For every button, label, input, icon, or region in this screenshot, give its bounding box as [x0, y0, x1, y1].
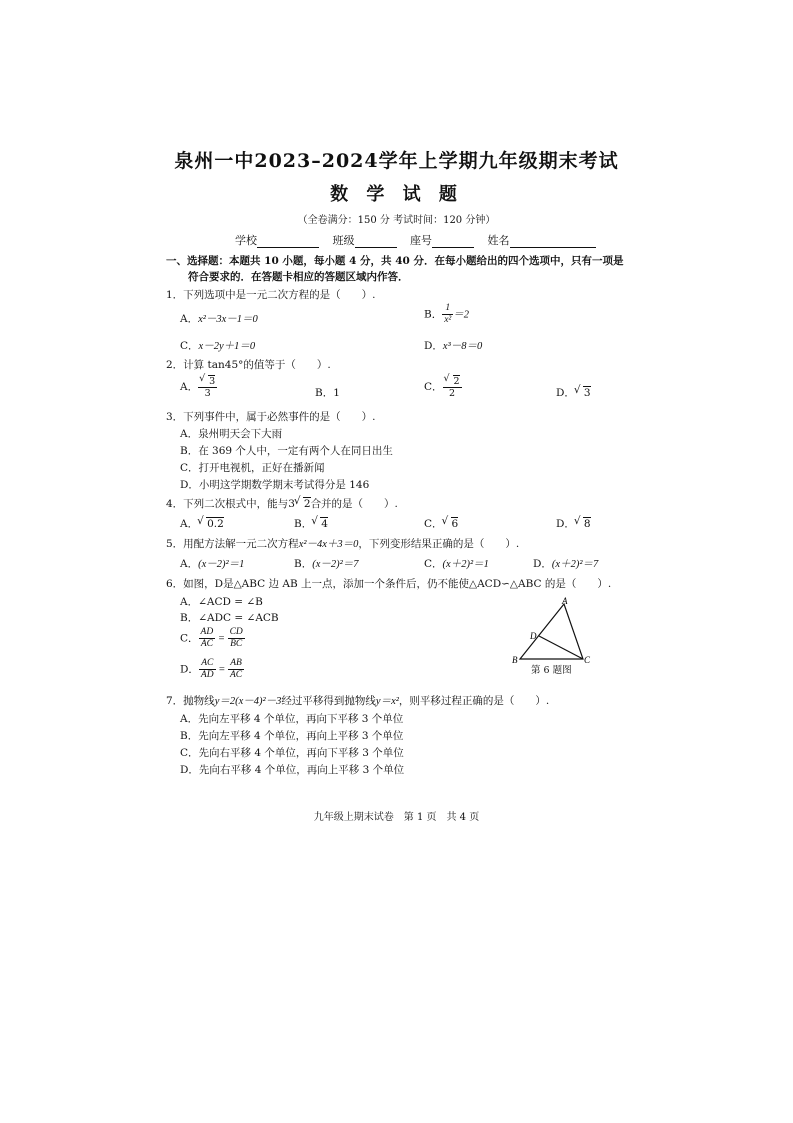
q5-stem: [166, 536, 519, 551]
q2-option-b: B．1: [315, 387, 340, 399]
q1-a-label: A．: [180, 313, 199, 325]
q2-d-label: D．: [556, 387, 575, 399]
q7-expr1: y＝2(x－4)²－3: [214, 696, 282, 707]
q4-option-c: [424, 516, 458, 531]
q2-option-a: [180, 375, 217, 399]
class-field[interactable]: [355, 236, 397, 248]
q2-a-label: A．: [180, 381, 199, 393]
q4-stem: [166, 496, 398, 511]
q7-option-d: D．先向右平移 4 个单位，再向上平移 3 个单位: [180, 764, 405, 776]
student-fields: [235, 232, 606, 248]
q4-stem-pre: 4．下列二次根式中，能与: [166, 498, 289, 510]
q4-stem-post: 合并的是（ ）.: [310, 498, 398, 510]
q6-c-frac1: $\frac{AD}{AC}$: [200, 627, 214, 649]
school-field[interactable]: [257, 236, 319, 248]
q6-option-d: [180, 658, 244, 681]
q6-d-label: D．: [180, 663, 199, 676]
name-field[interactable]: [510, 236, 596, 248]
q5-b-expr: (x－2)²＝7: [312, 559, 359, 570]
q1-stem: 1．下列选项中是一元二次方程的是（ ）.: [166, 289, 376, 301]
q4-b-label: B．: [294, 518, 313, 530]
page-footer: 九年级上期末试卷 第 1 页 共 4 页: [313, 812, 480, 823]
q7-stem-post: ，则平移过程正确的是（ ）.: [398, 695, 550, 707]
q7-option-b: B．先向左平移 4 个单位，再向上平移 3 个单位: [180, 730, 404, 742]
label-a: A: [562, 596, 568, 606]
q1-b-label: B．: [424, 308, 443, 321]
q4-option-a: [180, 516, 224, 531]
q5-d-label: D．: [533, 558, 552, 570]
q6-c-frac2: $\frac{CD}{BC}$: [229, 627, 243, 649]
q6-option-b: B．∠ADC = ∠ACB: [180, 612, 279, 624]
q1-c-label: C．: [180, 340, 199, 352]
page-title: 泉州一中2023–2024学年上学期九年级期末考试: [174, 150, 619, 172]
q5-c-label: C．: [424, 558, 443, 570]
q5-option-d: [533, 556, 598, 571]
page-subtitle: 数 学 试 题: [330, 184, 463, 205]
q7-option-a: A．先向左平移 4 个单位，再向下平移 3 个单位: [180, 713, 404, 725]
q5-stem-post: ，下列变形结果正确的是（ ）.: [358, 538, 520, 550]
q4-d-sqrt: √ 8: [583, 517, 591, 530]
q6-d-frac1: $\frac{AC}{AD}$: [200, 658, 214, 680]
q5-c-expr: (x＋2)²＝1: [442, 559, 489, 570]
q3-option-a: A．泉州明天会下大雨: [180, 428, 283, 440]
q3-option-d: D．小明这学期数学期末考试得分是 146: [180, 479, 370, 491]
q1-d-label: D．: [424, 340, 443, 352]
q3-option-c: C．打开电视机，正好在播新闻: [180, 462, 325, 474]
q4-option-d: [556, 516, 591, 531]
label-d: D: [530, 631, 537, 641]
q5-a-expr: (x－2)²＝1: [198, 559, 245, 570]
section1-heading: 一、选择题：本题共 10 小题，每小题 4 分，共 40 分．在每小题给出的四个选项中，只有一项是: [166, 255, 624, 267]
q1-c-expr: x－2y＋1＝0: [198, 341, 256, 352]
label-b: B: [512, 655, 518, 665]
q6-option-c: [180, 627, 245, 650]
q1-option-b: [424, 303, 469, 326]
q4-stem-expr: 3√ 2: [288, 498, 310, 510]
q5-option-a: [180, 556, 244, 571]
q5-stem-pre: 5．用配方法解一元二次方程: [166, 538, 299, 550]
q4-c-sqrt: √ 6: [451, 517, 459, 530]
q7-expr2: y＝x²: [375, 696, 399, 707]
q2-d-sqrt: √ 3: [583, 386, 591, 399]
q1-option-c: [180, 338, 255, 353]
label-c: C: [584, 655, 591, 665]
q7-stem: [166, 693, 549, 708]
q1-b-eq: ＝2: [453, 309, 470, 321]
q1-option-d: [424, 338, 482, 353]
q4-option-b: [294, 516, 328, 531]
q2-option-c: [424, 375, 462, 399]
q4-a-label: A．: [180, 518, 199, 530]
q1-b-frac: $\frac{1}{\text{x²}}$: [444, 303, 452, 325]
q2-c-frac: √ $\frac{2}{2}$: [443, 375, 462, 399]
school-label: 学校: [235, 234, 257, 247]
q1-a-expr: x²－3x－1＝0: [198, 314, 258, 325]
seat-label: 座号: [410, 234, 432, 247]
q2-stem: 2．计算 tan45°的值等于（ ）.: [166, 359, 331, 371]
q6-option-a: A．∠ACD = ∠B: [180, 596, 263, 608]
exam-info: （全卷满分：150 分 考试时间：120 分钟）: [297, 215, 496, 226]
q6-c-label: C．: [180, 632, 199, 645]
q2-c-label: C．: [424, 381, 443, 393]
q5-stem-eq: x²－4x＋3＝0: [298, 539, 359, 550]
q6-stem: 6．如图，D是△ABC 边 AB 上一点，添加一个条件后，仍不能使△ACD∽△ABC 的是（ ）.: [166, 578, 612, 590]
q6-figure-caption: 第 6 题图: [531, 665, 572, 676]
section1-heading-2: 符合要求的．在答题卡相应的答题区域内作答．: [188, 271, 409, 283]
q3-option-b: B．在 369 个人中，一定有两个人在同日出生: [180, 445, 393, 457]
q6-c-eq: =: [215, 633, 228, 645]
q5-option-c: [424, 556, 489, 571]
q2-option-d: [556, 385, 591, 400]
seat-field[interactable]: [432, 236, 474, 248]
q4-d-label: D．: [556, 518, 575, 530]
q6-d-eq: =: [215, 664, 228, 676]
q1-option-a: [180, 311, 258, 326]
q7-option-c: C．先向右平移 4 个单位，再向下平移 3 个单位: [180, 747, 404, 759]
q2-a-frac: √ $\frac{3}{3}$: [198, 375, 217, 399]
q7-stem-pre: 7．抛物线: [166, 695, 215, 707]
q5-b-label: B．: [294, 558, 313, 570]
q5-option-b: [294, 556, 359, 571]
name-label: 姓名: [487, 234, 510, 247]
q4-b-sqrt: √ 4: [320, 517, 328, 530]
q1-d-expr: x³－8＝0: [442, 341, 483, 352]
q6-d-frac2: $\frac{AB}{AC}$: [229, 658, 243, 680]
class-label: 班级: [332, 234, 355, 247]
q4-c-label: C．: [424, 518, 443, 530]
q5-a-label: A．: [180, 558, 199, 570]
q7-stem-mid: 经过平移得到抛物线: [281, 695, 376, 707]
q4-a-sqrt: √ 0.2: [206, 517, 224, 530]
q3-stem: 3．下列事件中，属于必然事件的是（ ）.: [166, 411, 376, 423]
q5-d-expr: (x＋2)²＝7: [551, 559, 599, 570]
